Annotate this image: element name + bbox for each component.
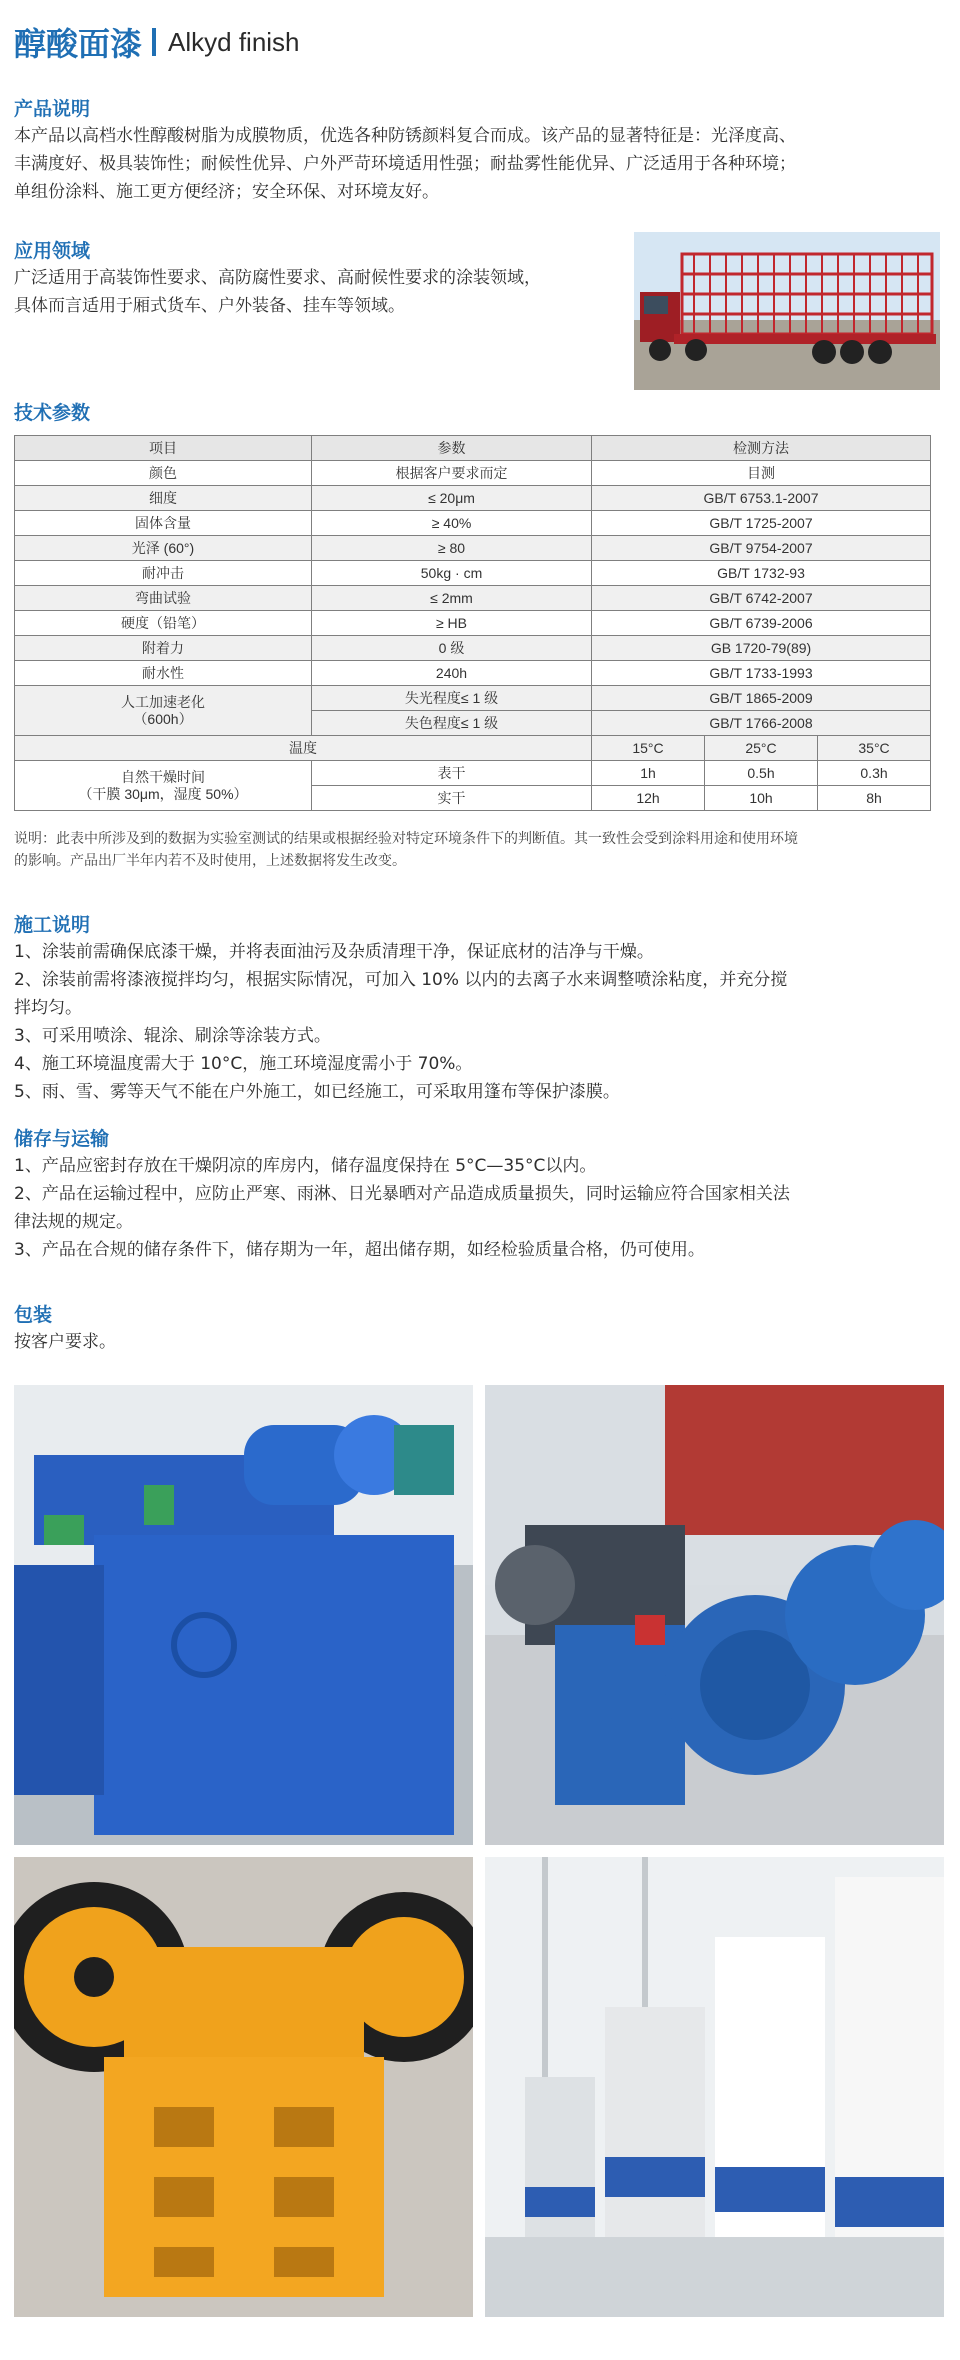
construction-text <box>14 938 934 1106</box>
storage-line: 1、产品应密封存放在干燥阴凉的库房内，储存温度保持在 5°C—35°C以内。 <box>14 1156 597 1176</box>
table-row <box>15 611 931 636</box>
cell-item: 硬度（铅笔） <box>15 611 312 636</box>
cell-item: 细度 <box>15 486 312 511</box>
table-row <box>15 586 931 611</box>
cell-method: GB/T 6739-2006 <box>592 611 931 636</box>
packaging-line: 按客户要求。 <box>14 1332 116 1352</box>
application-line: 具体而言适用于厢式货车、户外装备、挂车等领域。 <box>14 296 405 316</box>
cell-value: 240h <box>312 661 592 686</box>
table-row <box>15 536 931 561</box>
table-row-temperature <box>15 736 931 761</box>
application-line: 广泛适用于高装饰性要求、高防腐性要求、高耐候性要求的涂装领域， <box>14 268 541 288</box>
drying-conditions: （干膜 30μm，湿度 50%） <box>78 785 248 802</box>
title-chinese: 醇酸面漆 <box>14 25 143 63</box>
cell-value: ≤ 2mm <box>312 586 592 611</box>
intro-line: 单组份涂料、施工更方便经济；安全环保、对环境友好。 <box>14 182 439 202</box>
table-row <box>15 561 931 586</box>
intro-heading: 产品说明 <box>14 98 91 120</box>
cell-method: GB/T 1766-2008 <box>592 711 931 736</box>
table-row-drying <box>15 761 931 786</box>
cell-item: 耐水性 <box>15 661 312 686</box>
note-line: 的影响。产品出厂半年内若不及时使用，上述数据将发生改变。 <box>14 853 406 869</box>
aging-label: 人工加速老化 <box>121 693 205 710</box>
application-heading: 应用领域 <box>14 240 91 262</box>
cell-item: 弯曲试验 <box>15 586 312 611</box>
storage-line: 3、产品在合规的储存条件下，储存期为一年，超出储存期，如经检验质量合格，仍可使用。 <box>14 1240 705 1260</box>
spec-table <box>14 435 931 811</box>
jaw-crusher-photo <box>14 1857 473 2317</box>
storage-line: 2、产品在运输过程中，应防止严寒、雨淋、日光暴晒对产品造成质量损失，同时运输应符合国家相关法 <box>14 1184 790 1204</box>
header-cell: 项目 <box>15 436 312 461</box>
header-cell: 检测方法 <box>592 436 931 461</box>
intro-line: 丰满度好、极具装饰性；耐候性优异、户外严苛环境适用性强；耐盐雾性能优异、广泛适用于各种环境； <box>14 154 796 174</box>
cell-method: GB 1720-79(89) <box>592 636 931 661</box>
cell-method: 目测 <box>592 461 931 486</box>
cell-drying-type: 实干 <box>312 786 592 811</box>
slurry-pump-photo <box>485 1385 944 1845</box>
packaging-heading: 包装 <box>14 1304 53 1326</box>
cell-drying-time: 12h <box>592 786 705 811</box>
cell-item: 附着力 <box>15 636 312 661</box>
cell-drying-time: 10h <box>705 786 818 811</box>
storage-heading: 储存与运输 <box>14 1128 110 1150</box>
cell-value: 失色程度≤ 1 级 <box>312 711 592 736</box>
construction-line: 拌均匀。 <box>14 998 82 1018</box>
rice-mill-photo <box>485 1857 944 2317</box>
page-title <box>14 20 300 64</box>
drying-label: 自然干燥时间 <box>121 768 205 785</box>
truck-illustration <box>634 232 940 390</box>
cell-method: GB/T 1725-2007 <box>592 511 931 536</box>
cell-value: 0 级 <box>312 636 592 661</box>
title-divider <box>152 28 156 56</box>
header-cell: 参数 <box>312 436 592 461</box>
cell-drying-time: 1h <box>592 761 705 786</box>
table-row <box>15 661 931 686</box>
title-english: Alkyd finish <box>168 26 300 57</box>
application-text <box>14 264 624 320</box>
cell-value: 50kg · cm <box>312 561 592 586</box>
cell-method: GB/T 6742-2007 <box>592 586 931 611</box>
cell-value: 根据客户要求而定 <box>312 461 592 486</box>
table-note <box>14 828 930 872</box>
jaw-crusher-illustration <box>14 1857 473 2317</box>
note-line: 说明：此表中所涉及到的数据为实验室测试的结果或根据经验对特定环境条件下的判断值。其一致性会受到涂料用途和使用环境 <box>14 831 798 847</box>
cell-temp-label: 温度 <box>15 736 592 761</box>
construction-line: 1、涂装前需确保底漆干燥，并将表面油污及杂质清理干净，保证底材的洁净与干燥。 <box>14 942 654 962</box>
table-row <box>15 461 931 486</box>
slurry-pump-illustration <box>485 1385 944 1845</box>
table-row <box>15 511 931 536</box>
cell-method: GB/T 1732-93 <box>592 561 931 586</box>
storage-text <box>14 1152 934 1264</box>
table-row <box>15 636 931 661</box>
cell-value: ≥ HB <box>312 611 592 636</box>
cell-value: ≥ 40% <box>312 511 592 536</box>
cell-item: 颜色 <box>15 461 312 486</box>
specs-heading: 技术参数 <box>14 402 91 424</box>
table-row <box>15 486 931 511</box>
cell-value: 失光程度≤ 1 级 <box>312 686 592 711</box>
cell-method: GB/T 9754-2007 <box>592 536 931 561</box>
cell-drying-time: 8h <box>818 786 931 811</box>
hydraulic-station-photo <box>14 1385 473 1845</box>
cell-item: 固体含量 <box>15 511 312 536</box>
truck-photo <box>634 232 940 390</box>
cell-value: ≥ 80 <box>312 536 592 561</box>
cell-temp: 35°C <box>818 736 931 761</box>
cell-item: 光泽 (60°) <box>15 536 312 561</box>
cell-item-aging <box>15 686 312 736</box>
cell-item-drying <box>15 761 312 811</box>
construction-heading: 施工说明 <box>14 914 91 936</box>
cell-method: GB/T 1733-1993 <box>592 661 931 686</box>
hydraulic-station-illustration <box>14 1385 473 1845</box>
construction-line: 4、施工环境温度需大于 10°C，施工环境湿度需小于 70%。 <box>14 1054 473 1074</box>
construction-line: 3、可采用喷涂、辊涂、刷涂等涂装方式。 <box>14 1026 331 1046</box>
storage-line: 律法规的规定。 <box>14 1212 133 1232</box>
aging-duration: （600h） <box>133 710 193 727</box>
table-header-row <box>15 436 931 461</box>
cell-method: GB/T 1865-2009 <box>592 686 931 711</box>
cell-drying-type: 表干 <box>312 761 592 786</box>
construction-line: 5、雨、雪、雾等天气不能在户外施工，如已经施工，可采取用篷布等保护漆膜。 <box>14 1082 620 1102</box>
intro-line: 本产品以高档水性醇酸树脂为成膜物质，优选各种防锈颜料复合而成。该产品的显著特征是：光泽度高、 <box>14 126 796 146</box>
cell-temp: 15°C <box>592 736 705 761</box>
rice-mill-illustration <box>485 1857 944 2317</box>
cell-value: ≤ 20μm <box>312 486 592 511</box>
construction-line: 2、涂装前需将漆液搅拌均匀，根据实际情况，可加入 10% 以内的去离子水来调整喷涂粘度，并充分搅 <box>14 970 788 990</box>
cell-method: GB/T 6753.1-2007 <box>592 486 931 511</box>
cell-drying-time: 0.5h <box>705 761 818 786</box>
cell-temp: 25°C <box>705 736 818 761</box>
intro-text <box>14 122 934 206</box>
cell-item: 耐冲击 <box>15 561 312 586</box>
cell-drying-time: 0.3h <box>818 761 931 786</box>
table-row-aging <box>15 686 931 711</box>
packaging-text <box>14 1328 116 1356</box>
